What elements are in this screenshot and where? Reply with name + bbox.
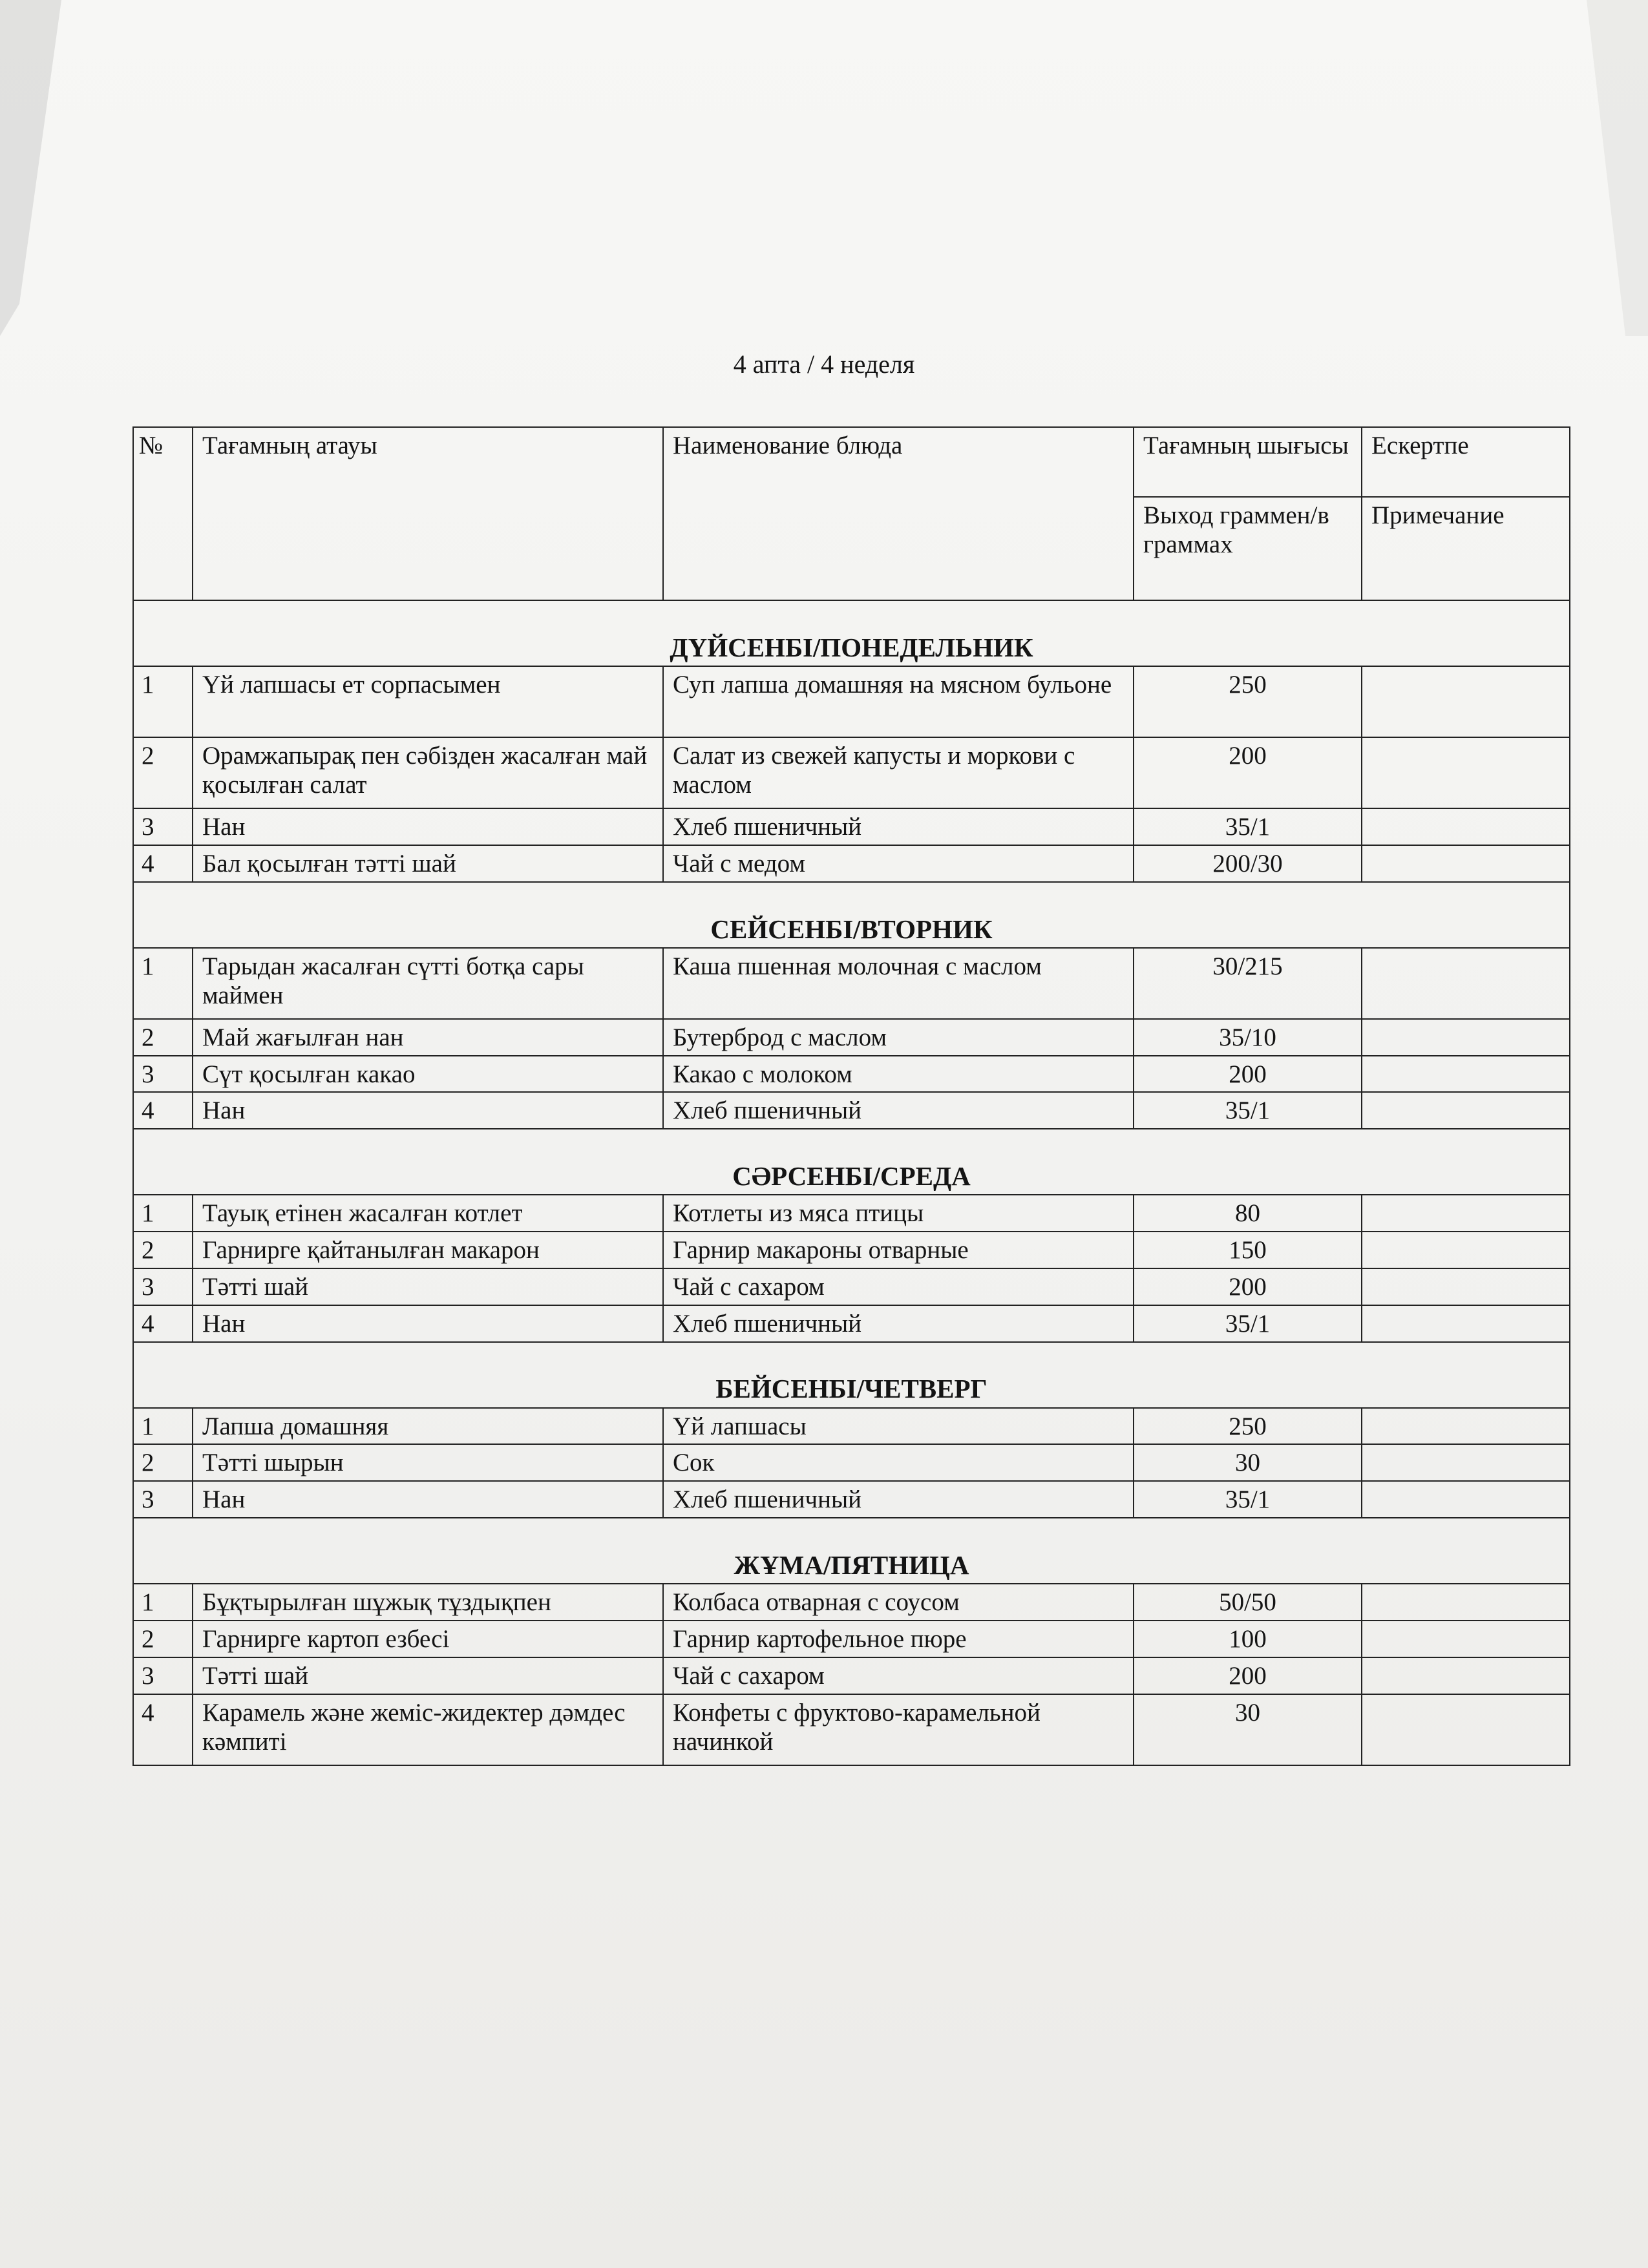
dish-number: 4 [133,1305,193,1342]
dish-note [1362,1019,1570,1056]
dish-output: 200/30 [1134,845,1362,882]
dish-output: 30 [1134,1444,1362,1481]
dish-output: 250 [1134,1408,1362,1445]
day-title: СӘРСЕНБІ/СРЕДА [133,1129,1570,1195]
dish-name-ru: Конфеты с фруктово-карамельной начинкой [663,1694,1134,1765]
dish-row [133,1444,1570,1481]
dish-row [133,1092,1570,1129]
dish-row [133,1694,1570,1765]
dish-name-kz: Тарыдан жасалған сүтті ботқа сары маймен [193,948,663,1019]
dish-name-kz: Сүт қосылған какао [193,1056,663,1093]
dish-name-ru: Сок [663,1444,1134,1481]
dish-name-kz: Бал қосылған тәтті шай [193,845,663,882]
dish-output: 35/1 [1134,1092,1362,1129]
day-title: ДҮЙСЕНБІ/ПОНЕДЕЛЬНИК [133,600,1570,666]
dish-number: 1 [133,1408,193,1445]
header-dish-name-ru: Наименование блюда [663,427,1134,600]
dish-output: 35/1 [1134,808,1362,845]
dish-output: 200 [1134,1657,1362,1694]
dish-name-ru: Хлеб пшеничный [663,1092,1134,1129]
dish-number: 3 [133,1268,193,1305]
dish-name-kz: Тауық етінен жасалған котлет [193,1195,663,1232]
dish-note [1362,1694,1570,1765]
dish-note [1362,1305,1570,1342]
dish-number: 1 [133,1195,193,1232]
header-note-kz: Ескертпе [1362,427,1570,497]
dish-note [1362,1232,1570,1268]
dish-row [133,808,1570,845]
dish-note [1362,948,1570,1019]
dish-name-kz: Нан [193,1092,663,1129]
dish-row [133,948,1570,1019]
dish-name-kz: Үй лапшасы ет сорпасымен [193,666,663,737]
day-section-row [133,1342,1570,1408]
dish-name-kz: Карамель және жеміс-жидектер дәмдес кәмпиті [193,1694,663,1765]
dish-output: 30/215 [1134,948,1362,1019]
dish-number: 2 [133,737,193,808]
day-title: ЖҰМА/ПЯТНИЦА [133,1518,1570,1584]
dish-row [133,1584,1570,1621]
dish-name-kz: Лапша домашняя [193,1408,663,1445]
dish-note [1362,1268,1570,1305]
dish-name-kz: Гарнирге картоп езбесі [193,1621,663,1657]
dish-name-ru: Колбаса отварная с соусом [663,1584,1134,1621]
dish-output: 50/50 [1134,1584,1362,1621]
dish-output: 200 [1134,737,1362,808]
dish-name-kz: Тәтті шай [193,1268,663,1305]
dish-name-ru: Чай с сахаром [663,1268,1134,1305]
dish-name-kz: Нан [193,808,663,845]
dish-name-kz: Май жағылған нан [193,1019,663,1056]
dish-note [1362,808,1570,845]
dish-number: 2 [133,1444,193,1481]
dish-number: 4 [133,1092,193,1129]
dish-output: 80 [1134,1195,1362,1232]
dish-note [1362,1657,1570,1694]
page-title: 4 апта / 4 неделя [733,350,915,379]
dish-name-kz: Бұқтырылған шұжық тұздықпен [193,1584,663,1621]
day-title: БЕЙСЕНБІ/ЧЕТВЕРГ [133,1342,1570,1408]
dish-name-kz: Нан [193,1305,663,1342]
dish-note [1362,1584,1570,1621]
dish-row [133,1195,1570,1232]
dish-name-ru: Котлеты из мяса птицы [663,1195,1134,1232]
dish-name-kz: Орамжапырақ пен сәбізден жасалған май қосылған салат [193,737,663,808]
dish-number: 1 [133,948,193,1019]
dish-note [1362,1092,1570,1129]
dish-name-kz: Нан [193,1481,663,1518]
dish-name-kz: Тәтті шай [193,1657,663,1694]
dish-name-ru: Гарнир макароны отварные [663,1232,1134,1268]
dish-note [1362,845,1570,882]
header-number: № [133,427,193,600]
dish-name-ru: Каша пшенная молочная с маслом [663,948,1134,1019]
dish-output: 200 [1134,1268,1362,1305]
dish-output: 35/1 [1134,1481,1362,1518]
dish-note [1362,666,1570,737]
dish-output: 200 [1134,1056,1362,1093]
dish-row [133,1232,1570,1268]
dish-output: 250 [1134,666,1362,737]
dish-name-kz: Тәтті шырын [193,1444,663,1481]
dish-row [133,737,1570,808]
header-output-kz: Тағамның шығысы [1134,427,1362,497]
menu-table [132,426,1570,1766]
dish-row [133,1481,1570,1518]
dish-number: 4 [133,845,193,882]
dish-name-ru: Суп лапша домашняя на мясном бульоне [663,666,1134,737]
dish-name-ru: Салат из свежей капусты и моркови с маслом [663,737,1134,808]
dish-name-ru: Хлеб пшеничный [663,1481,1134,1518]
dish-output: 35/10 [1134,1019,1362,1056]
dish-row [133,1305,1570,1342]
dish-row [133,1408,1570,1445]
dish-name-ru: Бутерброд с маслом [663,1019,1134,1056]
dish-number: 3 [133,808,193,845]
day-section-row [133,600,1570,666]
day-section-row [133,1129,1570,1195]
day-section-row [133,1518,1570,1584]
dish-number: 1 [133,1584,193,1621]
dish-name-ru: Хлеб пшеничный [663,808,1134,845]
dish-note [1362,1444,1570,1481]
dish-number: 3 [133,1056,193,1093]
dish-output: 150 [1134,1232,1362,1268]
dish-note [1362,1408,1570,1445]
dish-row [133,1621,1570,1657]
day-section-row [133,882,1570,948]
dish-row [133,666,1570,737]
dish-name-ru: Чай с сахаром [663,1657,1134,1694]
dish-row [133,1019,1570,1056]
dish-note [1362,737,1570,808]
header-row [133,427,1570,497]
dish-number: 2 [133,1232,193,1268]
dish-name-ru: Какао с молоком [663,1056,1134,1093]
dish-name-ru: Гарнир картофельное пюре [663,1621,1134,1657]
dish-number: 3 [133,1657,193,1694]
dish-output: 35/1 [1134,1305,1362,1342]
dish-note [1362,1481,1570,1518]
dish-number: 4 [133,1694,193,1765]
dish-row [133,845,1570,882]
dish-row [133,1056,1570,1093]
dish-name-kz: Гарнирге қайтанылған макарон [193,1232,663,1268]
header-note-ru: Примечание [1362,497,1570,600]
header-dish-name-kz: Тағамның атауы [193,427,663,600]
dish-output: 30 [1134,1694,1362,1765]
dish-row [133,1268,1570,1305]
dish-row [133,1657,1570,1694]
dish-note [1362,1621,1570,1657]
dish-name-ru: Чай с медом [663,845,1134,882]
header-output-ru: Выход граммен/в граммах [1134,497,1362,600]
dish-name-ru: Үй лапшасы [663,1408,1134,1445]
dish-note [1362,1195,1570,1232]
dish-number: 2 [133,1621,193,1657]
dish-number: 2 [133,1019,193,1056]
dish-output: 100 [1134,1621,1362,1657]
dish-name-ru: Хлеб пшеничный [663,1305,1134,1342]
dish-number: 3 [133,1481,193,1518]
dish-number: 1 [133,666,193,737]
day-title: СЕЙСЕНБІ/ВТОРНИК [133,882,1570,948]
menu-table-body [133,427,1570,1765]
dish-note [1362,1056,1570,1093]
